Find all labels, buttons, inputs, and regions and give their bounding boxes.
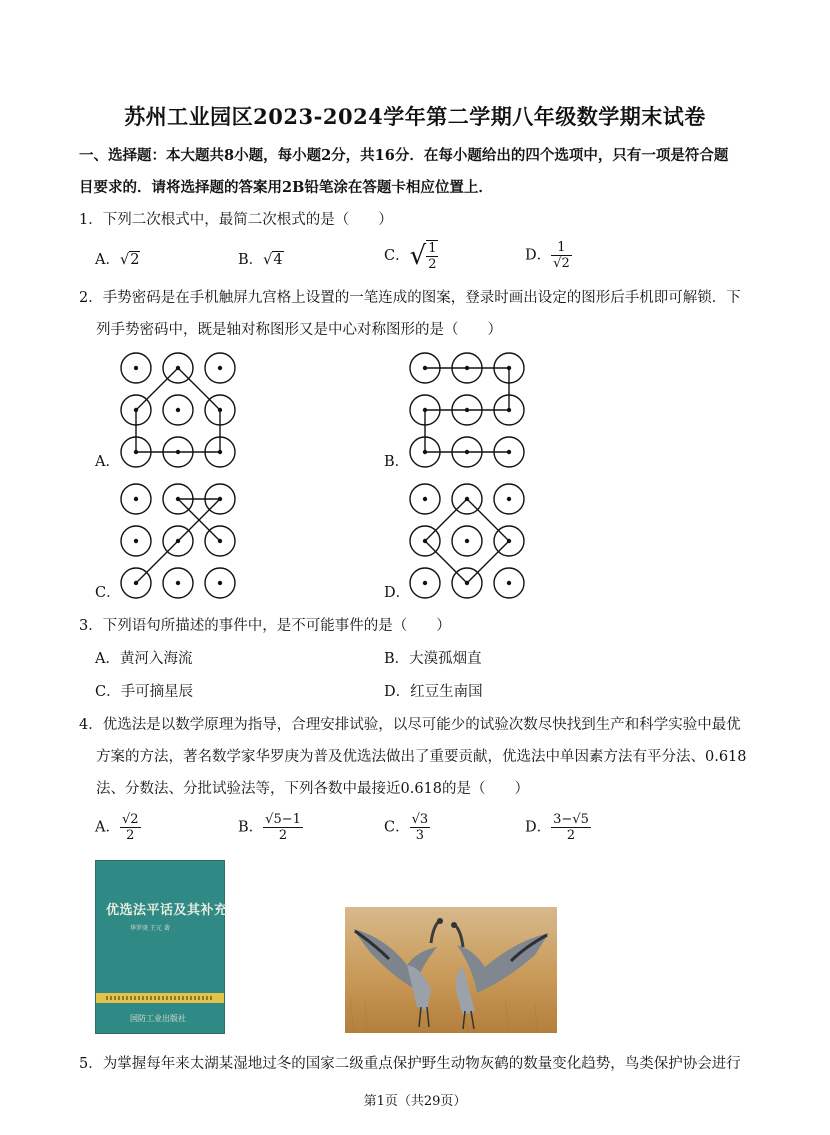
q3-option-c: C．手可摘星辰 xyxy=(95,684,194,700)
q3-stem: 3．下列语句所描述的事件中，是不可能事件的是（ ） xyxy=(79,618,451,634)
gesture-grid-d xyxy=(407,481,527,601)
gesture-grid-b xyxy=(407,350,527,470)
q1-option-a: A．√2 xyxy=(95,252,140,268)
book-cover-image xyxy=(95,860,228,1034)
page-footer: 第1页（共29页） xyxy=(363,1094,467,1109)
q4-stem-line3: 法、分数法、分批试验法等，下列各数中最接近0.618的是（ ） xyxy=(96,781,530,797)
q5-stem-line1: 5．为掌握每年来太湖某湿地过冬的国家二级重点保护野生动物灰鹤的数量变化趋势，鸟类保护协会进行 xyxy=(79,1056,741,1072)
q1-option-c: C．√ $\frac{1}{2}$ xyxy=(384,241,437,272)
q4-stem-line1: 4．优选法是以数学原理为指导，合理安排试验，以尽可能少的试验次数尽快找到生产和科学实验中最优 xyxy=(79,717,741,733)
book-title: 优选法平话及其补充 xyxy=(106,903,228,918)
page-title: 苏州工业园区2023-2024学年第二学期八年级数学期末试卷 xyxy=(124,104,706,129)
q1-option-d: D． $\frac{1}{√2}$ xyxy=(525,240,570,271)
gesture-grid-a xyxy=(118,350,238,470)
q1-option-b: B．√4 xyxy=(238,252,283,268)
gesture-grid-c xyxy=(118,481,238,601)
q1-stem: 1．下列二次根式中，最简二次根式的是（ ） xyxy=(79,212,393,228)
q4-stem-line2: 方案的方法，著名数学家华罗庚为普及优选法做出了重要贡献，优选法中单因素方法有平分法、0.618 xyxy=(96,749,747,765)
q3-option-b: B．大漠孤烟直 xyxy=(384,651,482,667)
q2-label-a: A． xyxy=(95,454,120,470)
q4-option-c: C． $\frac{√3}{3}$ xyxy=(384,812,429,843)
q4-option-b: B． $\frac{√5-1}{2}$ xyxy=(238,812,301,843)
cranes-photo xyxy=(345,907,557,1033)
book-band-line xyxy=(106,996,214,1000)
q2-label-c: C． xyxy=(95,585,121,601)
q2-stem-line2: 列手势密码中，既是轴对称图形又是中心对称图形的是（ ） xyxy=(96,322,502,338)
section-header-line2: 目要求的．请将选择题的答案用2B铅笔涂在答题卡相应位置上． xyxy=(79,179,493,196)
q2-label-b: B． xyxy=(384,454,410,470)
q3-option-a: A．黄河入海流 xyxy=(95,651,193,667)
q2-label-d: D． xyxy=(384,585,411,601)
q3-option-d: D．红豆生南国 xyxy=(384,684,483,700)
q2-stem-line1: 2．手势密码是在手机触屏九宫格上设置的一笔连成的图案，登录时画出设定的图形后手机即可解锁．下 xyxy=(79,290,741,306)
q4-option-d: D． $\frac{3-√5}{2}$ xyxy=(525,812,589,843)
section-header-line1: 一、选择题：本大题共8小题，每小题2分，共16分．在每小题给出的四个选项中，只有一项是符合题 xyxy=(79,147,729,164)
book-publisher: 国防工业出版社 xyxy=(130,1014,186,1023)
book-author: 华罗庚 王元 著 xyxy=(130,925,170,932)
q4-option-a: A． $\frac{√2}{2}$ xyxy=(95,812,139,843)
